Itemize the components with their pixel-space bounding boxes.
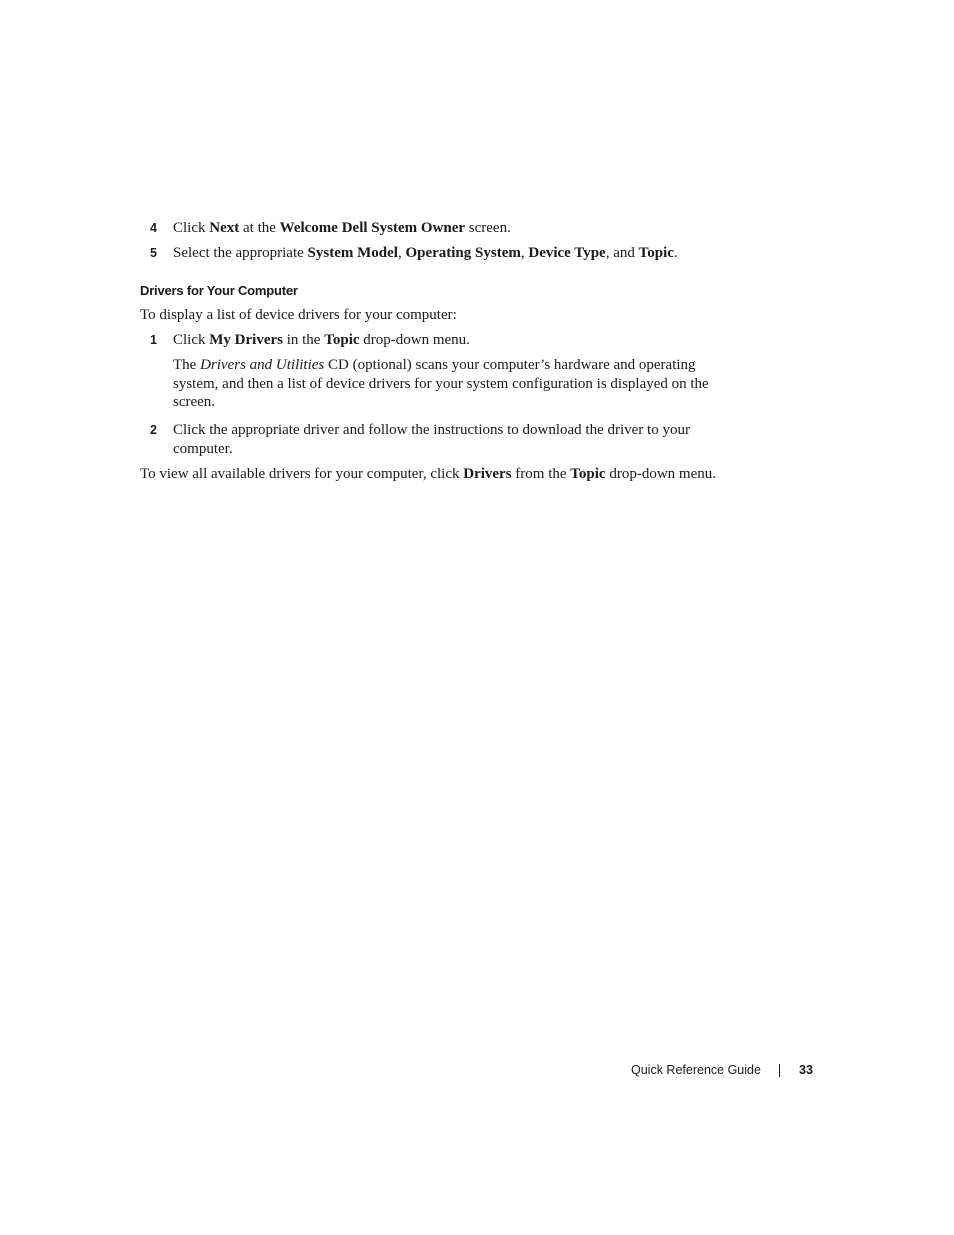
intro-paragraph: To display a list of device drivers for your computer: <box>140 307 457 323</box>
ui-term-topic: Topic <box>324 332 360 348</box>
product-name: Drivers and Utilities <box>200 357 325 373</box>
closing-paragraph <box>140 465 740 484</box>
step-text <box>173 244 733 263</box>
section-heading: Drivers for Your Computer <box>140 283 298 298</box>
text-run: . <box>673 245 678 261</box>
step-text <box>173 219 733 238</box>
ui-term-my-drivers: My Drivers <box>209 332 283 348</box>
text-run: drop-down menu. <box>605 466 716 482</box>
step-number: 1 <box>150 333 157 347</box>
step-line-2: computer. <box>173 441 233 457</box>
footer-separator <box>779 1064 780 1077</box>
ui-term-drivers: Drivers <box>463 466 512 482</box>
text-run: drop-down menu. <box>359 332 470 348</box>
ui-term-device-type: Device Type <box>528 245 606 261</box>
text-run: , and <box>605 245 639 261</box>
text-run: at the <box>239 220 280 236</box>
page-number: 33 <box>799 1063 813 1077</box>
step-line-1: Click the appropriate driver and follow the instructions to download the driver to your <box>173 422 690 438</box>
step-text <box>173 331 733 350</box>
text-run: The <box>173 357 201 373</box>
step-1-detail <box>173 356 733 412</box>
detail-line-1 <box>173 356 733 375</box>
text-run: Click <box>173 332 210 348</box>
ui-term-operating-system: Operating System <box>405 245 521 261</box>
step-number: 2 <box>150 423 157 437</box>
ui-term-topic: Topic <box>570 466 606 482</box>
text-run: Click <box>173 220 210 236</box>
text-run: Select the appropriate <box>173 245 308 261</box>
step-text <box>173 421 733 459</box>
ui-term-system-model: System Model <box>307 245 398 261</box>
text-run: CD (optional) scans your computer’s hardware and operating <box>324 357 696 373</box>
text-run: from the <box>511 466 571 482</box>
text-run: screen. <box>465 220 511 236</box>
text-run: , <box>520 245 529 261</box>
text-run: in the <box>282 332 325 348</box>
step-number: 5 <box>150 246 157 260</box>
text-run: To view all available drivers for your computer, click <box>140 466 464 482</box>
ui-term-topic: Topic <box>638 245 674 261</box>
ui-term-next: Next <box>209 220 240 236</box>
detail-line-3: screen. <box>173 394 216 410</box>
footer-title: Quick Reference Guide <box>631 1063 761 1077</box>
ui-term-welcome-screen: Welcome Dell System Owner <box>279 220 466 236</box>
detail-line-2: system, and then a list of device drivers for your system configuration is displayed on the <box>173 375 709 392</box>
step-number: 4 <box>150 221 157 235</box>
text-run: , <box>397 245 406 261</box>
